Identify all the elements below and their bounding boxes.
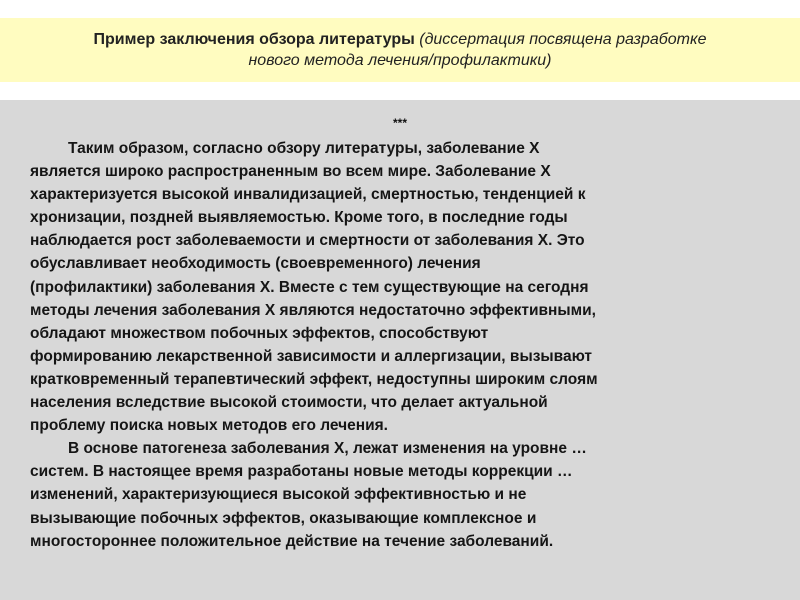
- paragraph-line: изменений, характеризующиеся высокой эффективностью и не: [30, 486, 527, 504]
- paragraph-line: является широко распространенным во всем мире. Заболевание Х: [30, 163, 551, 181]
- paragraph-line: хронизации, поздней выявляемостью. Кроме того, в последние годы: [30, 209, 568, 227]
- title-subtitle-first: (диссертация посвящена разработке: [419, 31, 707, 48]
- paragraph-line: систем. В настоящее время разработаны новые методы коррекции …: [30, 463, 573, 481]
- paragraph-line: формированию лекарственной зависимости и аллергизации, вызывают: [30, 347, 593, 365]
- separator-stars: ***: [392, 116, 407, 130]
- title-main: Пример заключения обзора литературы: [93, 31, 415, 48]
- paragraph-line: проблему поиска новых методов его лечения.: [30, 417, 388, 435]
- paragraph-line: Таким образом, согласно обзору литературы, заболевание Х: [68, 140, 540, 157]
- paragraph-line: вызывающие побочных эффектов, оказывающие комплексное и: [30, 509, 537, 527]
- body-text: [30, 137, 775, 553]
- paragraph-line: характеризуется высокой инвалидизацией, смертностью, тенденцией к: [30, 186, 586, 204]
- paragraph-line: кратковременный терапевтический эффект, недоступны широким слоям: [30, 370, 598, 388]
- paragraph-line: обладают множеством побочных эффектов, способствуют: [30, 324, 489, 342]
- paragraph-line: многостороннее положительное действие на течение заболеваний.: [30, 532, 554, 550]
- paragraph-line: наблюдается рост заболеваемости и смертности от заболевания Х. Это: [30, 232, 585, 250]
- paragraph-line: методы лечения заболевания Х являются недостаточно эффективными,: [30, 301, 596, 319]
- title-band: [0, 18, 800, 82]
- paragraph-1: [30, 137, 775, 437]
- paragraph-2: [30, 437, 775, 552]
- title-subtitle-second: нового метода лечения/профилактики): [248, 52, 552, 69]
- paragraph-line: В основе патогенеза заболевания Х, лежат изменения на уровне …: [68, 440, 587, 458]
- paragraph-line: обуславливает необходимость (своевременного) лечения: [30, 255, 481, 273]
- paragraph-line: населения вследствие высокой стоимости, что делает актуальной: [30, 394, 548, 412]
- paragraph-line: (профилактики) заболевания Х. Вместе с тем существующие на сегодня: [30, 278, 589, 296]
- slide-title: [0, 29, 800, 50]
